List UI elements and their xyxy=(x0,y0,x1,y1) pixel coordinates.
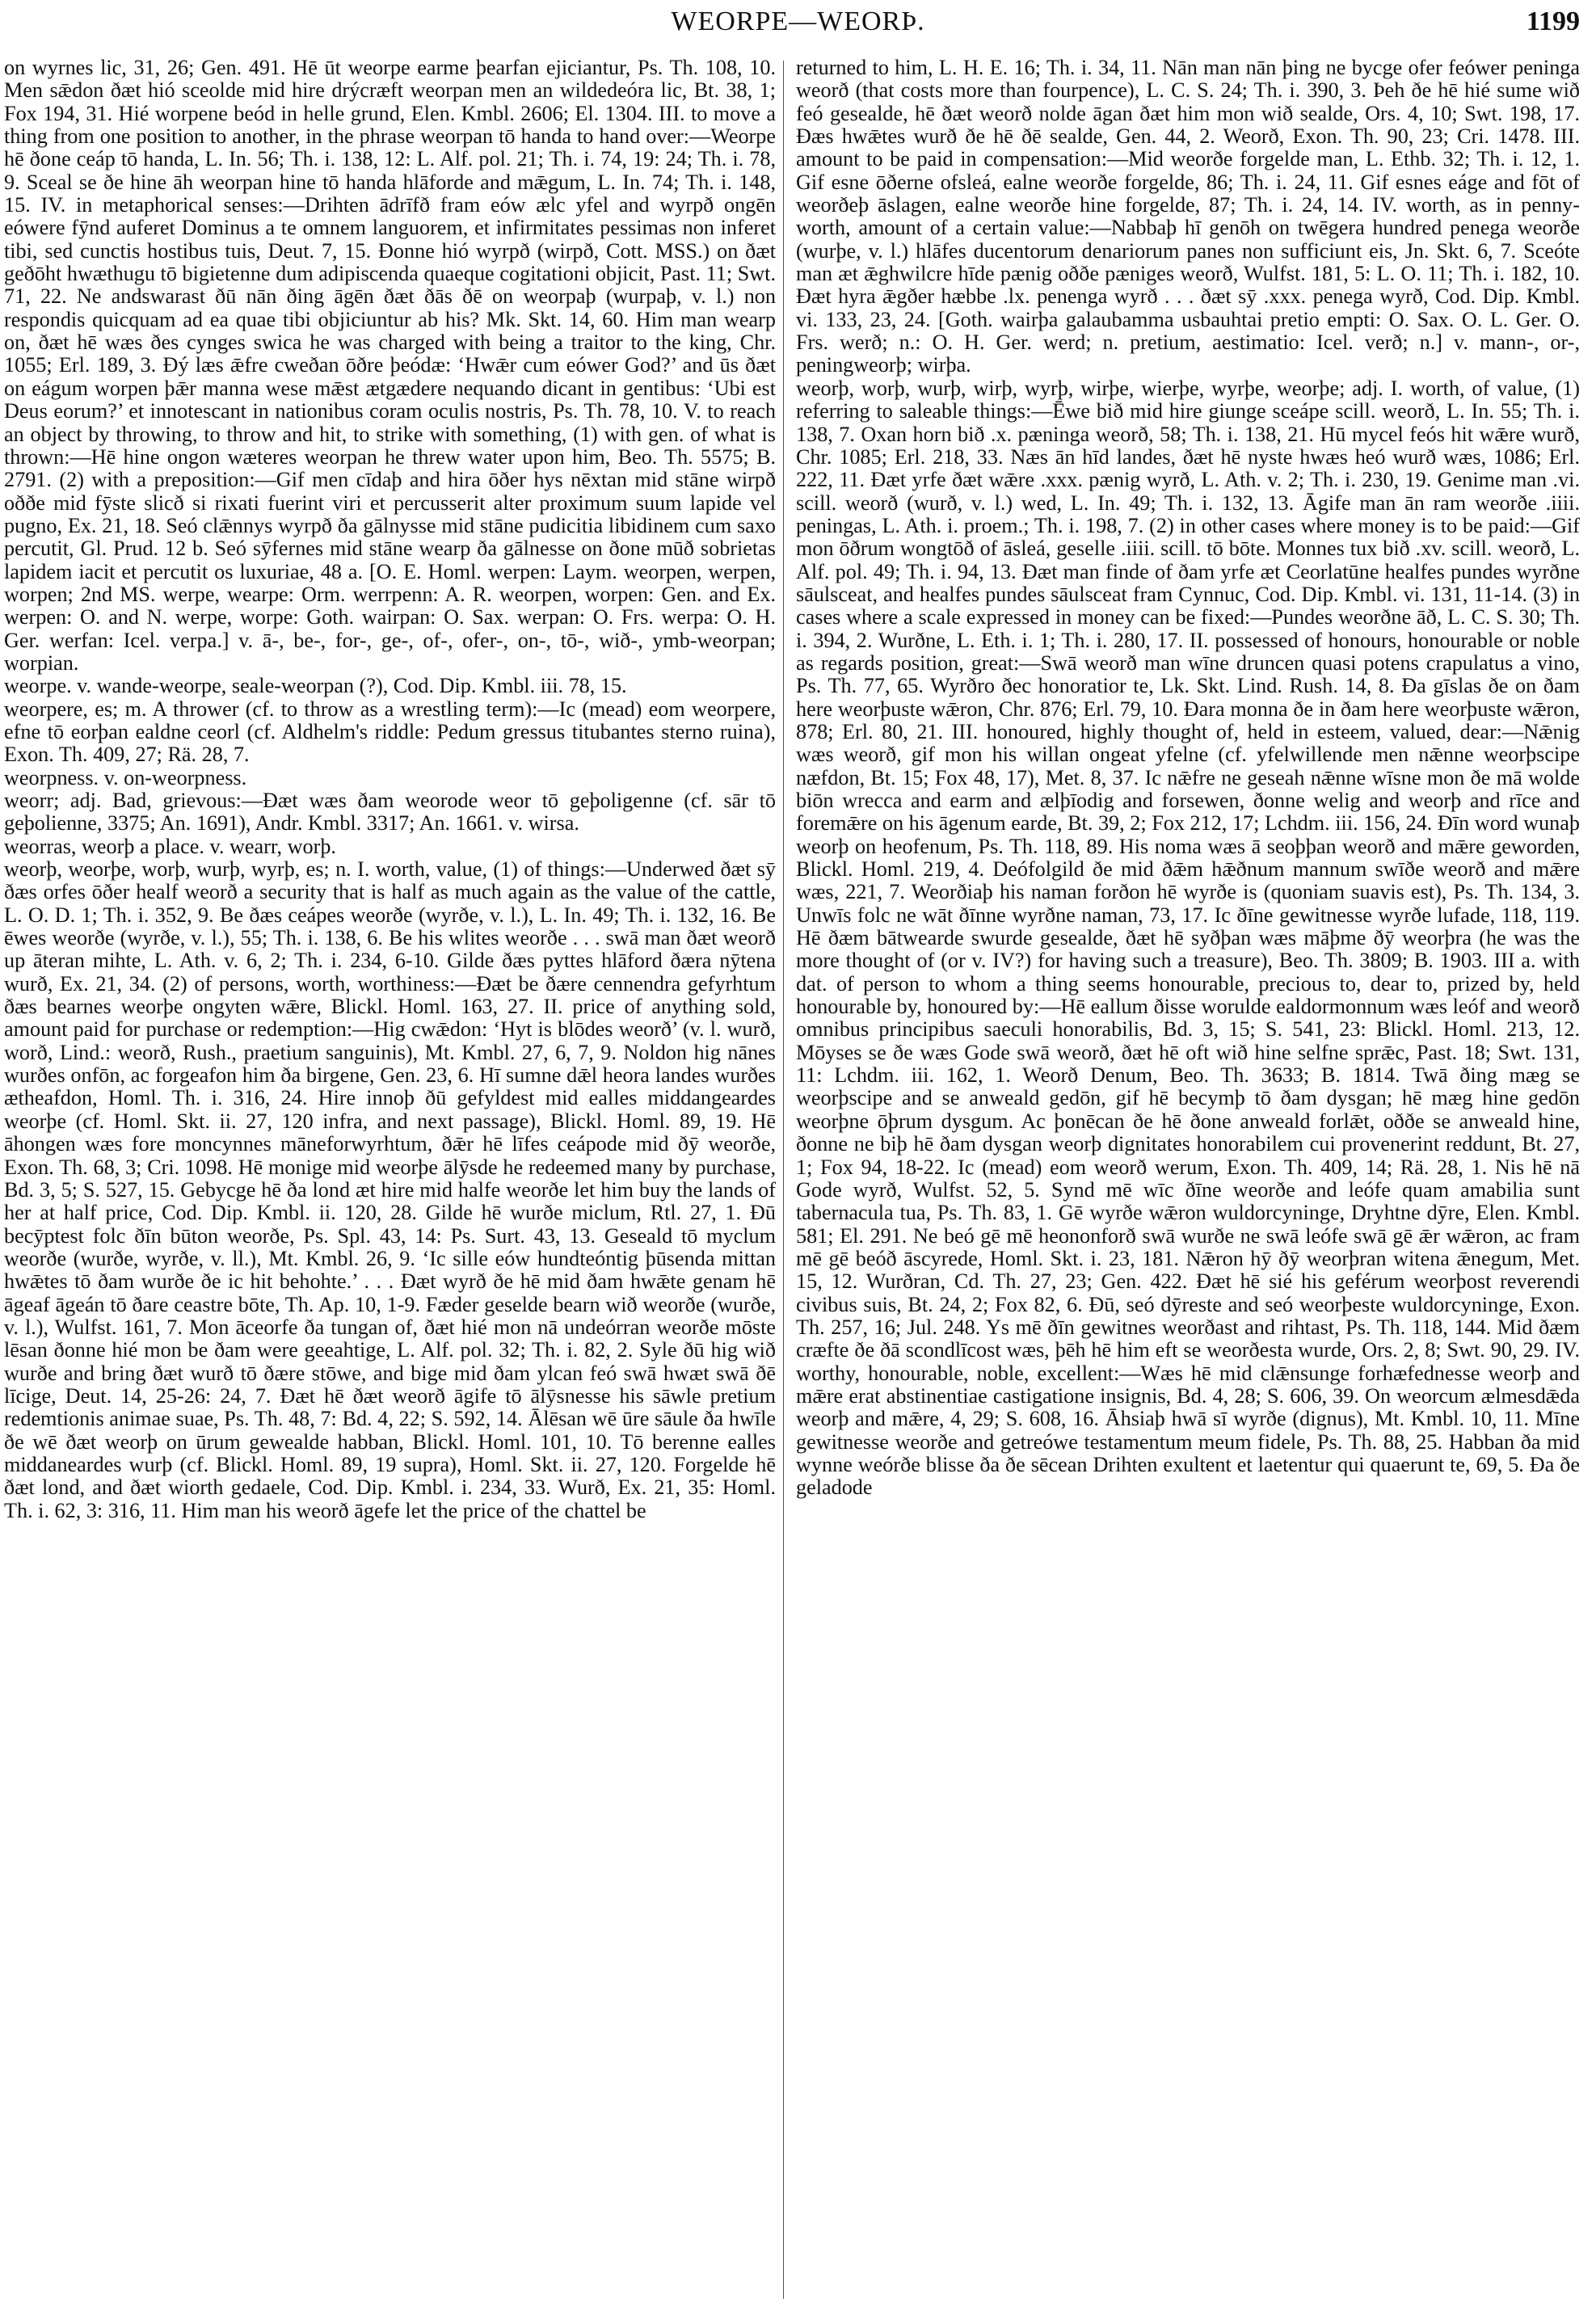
entry-paragraph: weorpe. v. wande-weorpe, seale-weorpan (?), Cod. Dip. Kmbl. iii. 78, 15. xyxy=(4,674,627,698)
page-header xyxy=(0,0,1596,48)
entry-paragraph: on wyrnes lic, 31, 26; Gen. 491. Hē ūt weorpe earme þearfan ejiciantur, Ps. Th. 108, 10. Men sǣdon ðæt hió sceolde mid hire drýcræft weorpan men an wildedeóra lic, Bt. 38, 1; Fox 194, 31. Hié worpene beód in helle grund, Elen. Kmbl. 2606; El. 1304. III. to move a thing from one position to another, in the phrase weorpan tō handa to hand over:—Weorpe hē ðone ceáp tō handa, L. In. 56; Th. i. 138, 12: L. Alf. pol. 21; Th. i. 74, 19: 24; Th. i. 78, 9. Sceal se ðe hine āh weorpan hine tō handa hlāforde and mǣgum, L. In. 74; Th. i. 148, 15. IV. in metaphorical senses:—Drihten ādrīfð fram eów ælc yfel and wyrpð ongēn eówere fȳnd auferet Dominus a te omnem languorem, et infirmitates pessimas non inferet tibi, sed cunctis hostibus tuis, Deut. 7, 15. Ðonne hió wyrpð (wirpð, Cott. MSS.) on ðæt geðōht hwæthugu tō bigietenne dum adipiscenda quaeque cogitationi objicit, Past. 11; Swt. 71, 22. Ne andswarast ðū nān ðing āgēn ðæt ðās ðē on weorpaþ (wurpaþ, v. l.) non respondis quicquam ad ea quae tibi objiciuntur ab his? Mk. Skt. 14, 60. Him man wearp on, ðæt hē wæs ðes cynges swica he was charged with being a traitor to the king, Chr. 1055; Erl. 189, 3. Ðý læs ǣfre cweðan ōðre þeódæ: ‘Hwǣr cum eówer God?’ and ūs ðæt on eágum worpen þǣr manna wese mǣst ætgædere nequando dicant in gentibus: ‘Ubi est Deus eorum?’ et innotescant in nationibus coram oculis nostris, Ps. Th. 78, 10. V. to reach an object by throwing, to throw and hit, to strike with something, (1) with gen. of what is thrown:—Hē hine ongon wæteres weorpan he threw water upon him, Beo. Th. 5575; B. 2791. (2) with a preposition:—Gif men cīdaþ and hira ōðer hys nēxtan mid stāne wirpð oððe mid fȳste slicð si rixati fuerint viri et percusserit alter proximum suum lapide vel pugno, Ex. 21, 18. Seó clǣnnys wyrpð ða gālnysse mid stāne pudicitia libidinem cum saxo percutit, Gl. Prud. 12 b. Seó sȳfernes mid stāne wearp ða gālnesse on ðone mūð sobrietas lapidem iacit et percutit os luxuriae, 48 a. [O. E. Homl. werpen: Laym. weorpen, werpen, worpen; 2nd MS. werpe, wearpe: Orm. werrpenn: A. R. weorpen, worpen: Gen. and Ex. werpen: O. and N. werpe, worpe: Goth. wairpan: O. Sax. werpan: O. Frs. werpa: O. H. Ger. werfan: Icel. verpa.] v. ā-, be-, for-, ge-, of-, ofer-, on-, tō-, wið-, ymb-weorpan; worpian. xyxy=(4,57,776,675)
entry-paragraph: weorþ, weorþe, worþ, wurþ, wyrþ, es; n. I. worth, value, (1) of things:—Underwed ðæt sȳ ðæs orfes ōðer healf weorð a security that is half as much again as the value of the cattle, L. O. D. 1; Th. i. 352, 9. Be ðæs ceápes weorðe (wyrðe, v. l.), L. In. 49; Th. i. 132, 16. Be ēwes weorðe (wyrðe, v. l.), 55; Th. i. 138, 6. Be his wlites weorðe . . . swā man ðæt weorð up āteran mihte, L. Ath. v. 6, 2; Th. i. 234, 6-10. Gilde ðæs pyttes hlāford ðæra nȳtena wurð, Ex. 21, 34. (2) of persons, worth, worthiness:—Ðæt be ðære cennendra gefyrhtum ðæs bearnes weorþe ongyten wǣre, Blickl. Homl. 163, 27. II. price of anything sold, amount paid for purchase or redemption:—Hig cwǣdon: ‘Hyt is blōdes weorð’ (v. l. wurð, worð, Lind.: weorð, Rush., praetium sanguinis), Mt. Kmbl. 27, 6, 7, 9. Noldon hig nānes wurðes onfōn, ac forgeafon him ða birgene, Gen. 23, 6. Hī sumne dǣl heora landes wurðes ætheafdon, Homl. Th. i. 316, 24. Hire innoþ ðū gefyldest mid ealles middangeardes weorþe (cf. Homl. Skt. ii. 27, 120 infra, and next passage), Blickl. Homl. 89, 19. Hē āhongen wæs fore moncynnes māneforwyrhtum, ðǣr hē līfes ceápode mid ðȳ weorðe, Exon. Th. 68, 3; Cri. 1098. Hē monige mid weorþe ālȳsde he redeemed many by purchase, Bd. 3, 5; S. 527, 15. Gebycge hē ða lond æt hire mid halfe weorðe let him buy the lands of her at half price, Cod. Dip. Kmbl. ii. 120, 28. Gilde hē wurðe miclum, Rtl. 27, 1. Ðū becȳptest folc ðīn būton weorðe, Ps. Spl. 43, 14: Ps. Surt. 43, 13. Geseald tō myclum weorðe (wurðe, wyrðe, v. ll.), Mt. Kmbl. 26, 9. ‘Ic sille eów hundteóntig þūsenda mittan hwǣtes tō ðam wurðe ðe ic hit behohte.’ . . . Ðæt wyrð ðe hē mid ðam hwǣte genam hē āgeaf āgeán tō ðare ceastre bōte, Th. Ap. 10, 1-9. Fæder geselde bearn wið weorðe (wurðe, v. l.), Wulfst. 161, 7. Mon āceorfe ða tungan of, ðæt hié mon nā undeórran weorðe mōste lēsan ðonne hié mon be ðam were geeahtige, L. Alf. pol. 32; Th. i. 82, 2. Syle ðū hig wið wurðe and bring ðæt wurð tō ðære stōwe, and bige mid ðam ylcan feó swā hwæt swā ðē līcige, Deut. 14, 25-26: 24, 7. Ðæt hē ðæt weorð āgife tō ālȳsnesse his sāwle pretium redemtionis animae suae, Ps. Th. 48, 7: Bd. 4, 22; S. 592, 14. Ālēsan wē ūre sāule ða hwīle ðe wē ðæt weorþ on ūrum gewealde habban, Blickl. Homl. 101, 10. Tō berenne ealles middaneardes wurþ (cf. Blickl. Homl. 89, 19 supra), Homl. Skt. ii. 27, 120. Forgelde hē ðæt lond, and ðæt wiorth gedaele, Cod. Dip. Kmbl. i. 234, 33. Wurð, Ex. 21, 35: Homl. Th. i. 62, 3: 316, 11. Him man his weorð āgefe let the price of the chattel be xyxy=(4,857,776,1522)
column-divider xyxy=(783,61,784,2299)
page-number: 1199 xyxy=(1526,6,1580,36)
right-column xyxy=(796,57,1580,2299)
running-head: WEORPE—WEORÞ. xyxy=(671,6,925,36)
entry-paragraph: weorr; adj. Bad, grievous:—Ðæt wæs ðam weorode weor tō geþoligenne (cf. sār tō geþolienne, 3375; An. 1691), Andr. Kmbl. 3317; An. 1661. v. wirsa. xyxy=(4,789,776,836)
left-column xyxy=(4,57,776,2299)
entry-paragraph: weorras, weorþ a place. v. wearr, worþ. xyxy=(4,834,336,858)
entry-paragraph: returned to him, L. H. E. 16; Th. i. 34, 11. Nān man nān þing ne bycge ofer feówer peninga weorð (that costs more than fourpence), L. C. S. 24; Th. i. 390, 3. Þeh ðe hē hié sume wið feó gesealde, hē ðæt weorð nolde āgan ðæt him mon wið sealde, Ors. 4, 10; Swt. 198, 17. Ðæs hwǣtes wurð ðe hē ðē sealde, Gen. 44, 2. Weorð, Exon. Th. 90, 23; Cri. 1478. III. amount to be paid in compensation:—Mid weorðe forgelde man, L. Ethb. 32; Th. i. 12, 1. Gif esne ōðerne ofsleá, ealne weorðe forgelde, 86; Th. i. 24, 11. Gif esnes eáge and fōt of weorðeþ āslagen, ealne weorðe hine forgelde, 87; Th. i. 24, 14. IV. worth, as in penny-worth, amount of a certain value:—Nabbaþ hī genōh on twēgera hundred penega weorðe (wurþe, v. l.) hlāfes ducentorum denariorum panes non sufficiunt eis, Jn. Skt. 6, 7. Sceóte man æt ǣghwilcre hīde pænig oððe pæniges weorð, Wulfst. 181, 5: L. O. 11; Th. i. 182, 10. Ðæt hyra ǣgðer hæbbe .lx. penenga wyrð . . . ðæt sȳ .xxx. penega wyrð, Cod. Dip. Kmbl. vi. 133, 23, 24. [Goth. wairþa galaubamma usbauhtai pretio empti: O. Sax. O. L. Ger. O. Frs. werð; n.: O. H. Ger. werd; n. pretium, aestimatio: Icel. verð; n.] v. mann-, or-, peningweorþ; wirþa. xyxy=(796,57,1580,377)
entry-paragraph: weorþ, worþ, wurþ, wirþ, wyrþ, wirþe, wierþe, wyrþe, weorþe; adj. I. worth, of value, (1) referring to saleable things:—Ēwe bið mid hire giunge sceápe scill. weorð, L. In. 55; Th. i. 138, 7. Oxan horn bið .x. pæninga weorð, 58; Th. i. 138, 21. Hū mycel feós hit wǣre wurð, Chr. 1085; Erl. 218, 33. Næs ān hīd landes, ðæt hē nyste hwæs heó wurð wæs, 1086; Erl. 222, 11. Ðæt yrfe ðæt wǣre .xxx. pænig wyrð, L. Ath. v. 2; Th. i. 230, 19. Genime man .vi. scill. weorð (wurð, v. l.) wed, L. In. 49; Th. i. 132, 13. Āgife man ān ram weorðe .iiii. peningas, L. Ath. i. proem.; Th. i. 198, 7. (2) in other cases where money is to be paid:—Gif mon ōðrum wongtōð of āsleá, geselle .iiii. scill. tō bōte. Monnes tux bið .xv. scill. weorð, L. Alf. pol. 49; Th. i. 94, 13. Ðæt man finde of ðam yrfe æt Ceorlatūne healfes pundes wyrðne sāulsceat, and healfes pundes sāulsceat fram Cynnuc, Cod. Dip. Kmbl. vi. 131, 11-14. (3) in cases where a scale expressed in money can be fixed:—Pundes weorðne āð, L. C. S. 30; Th. i. 394, 2. Wurðne, L. Eth. i. 1; Th. i. 280, 17. II. possessed of honours, honourable or noble as regards position, great:—Swā weorð man wīne druncen quasi potens crapulatus a vino, Ps. Th. 77, 65. Wyrðro ðec honoratior te, Lk. Skt. Lind. Rush. 14, 8. Ða gīslas ðe on ðam here weorþuste wǣron, Chr. 876; Erl. 79, 10. Ðara monna ðe in ðam here weorþuste wǣron, 878; Erl. 80, 21. III. honoured, highly thought of, held in esteem, valued, dear:—Nǣnig wæs weorð, gif mon his willan ongeat yfelne (cf. yfelwillende men nǣnne weorþscipe næfdon, Bt. 15; Fox 48, 17), Met. 8, 37. Ic nǣfre ne geseah nǣnne wīsne mon ðe mā wolde biōn wrecca and earm and ælþīodig and forsewen, ðonne welig and weorþ and rīce and foremǣre on his āgenum earde, Bt. 39, 2; Fox 212, 17; Lchdm. iii. 156, 24. Ðīn word wunaþ weorþ on heofenum, Ps. Th. 118, 89. His noma wæs ā seoþþan weorð and mǣre geworden, Blickl. Homl. 219, 4. Deófolgild ðe mid ðǣm hǣðnum mannum swīðe weorð and mǣre wæs, 221, 7. Weorðiaþ his naman forðon hē wyrðe is (quoniam suavis est), Ps. Th. 134, 3. Unwīs folc ne wāt ðīnne wyrðne naman, 73, 17. Ic ðīne gewitnesse wyrðe lufade, 118, 119. Hē ðæm bātwearde swurde gesealde, ðæt hē syðþan wæs māþme ðȳ weorþra (he was the more thought of (or v. IV?) for having such a treasure), Beo. Th. 3809; B. 1903. III a. with dat. of person to whom a thing seems honourable, precious to, dear to, prized by, held honourable by, honoured by:—Hē eallum ðisse worulde ealdormonnum wæs leóf and weorð omnibus principibus saeculi honorabilis, Bd. 3, 15; S. 541, 23: Blickl. Homl. 213, 12. Mōyses se ðe wæs Gode swā weorð, ðæt hē oft wið hine selfne sprǣc, Past. 18; Swt. 131, 11: Lchdm. iii. 162, 1. Weorð Denum, Beo. Th. 3633; B. 1814. Twā ðing mæg se weorþscipe and se anweald gedōn, gif hē becymþ tō ðam dysgan; hē mæg hine gedōn weorþne ōþrum dysgum. Ac þonēcan ðe hē ðone anweald forlǣt, oððe se anweald hine, ðonne ne biþ hē ðam dysgan weorþ dignitates honorabilem cui provenerint reddunt, Bt. 27, 1; Fox 94, 18-22. Ic (mead) eom weorð werum, Exon. Th. 409, 14; Rä. 28, 1. Nis hē nā Gode wyrð, Wulfst. 52, 5. Synd mē wīc ðīne weorðe and leófe quam amabilia sunt tabernacula tua, Ps. Th. 83, 1. Gē wyrðe wǣron wuldorcyninge, Dryhtne dȳre, Elen. Kmbl. 581; El. 291. Ne beó gē mē heononforð swā wurðe ne swā leófe swā gē ǣr wǣron, ac fram mē gē beóð āscyrede, Homl. Skt. i. 23, 181. Nǣron hȳ ðȳ weorþran witena ǣnegum, Met. 15, 12. Wurðran, Cd. Th. 27, 23; Gen. 422. Ðæt hē sié his geférum weorþost reverendi civibus suis, Bt. 24, 2; Fox 82, 6. Ðū, seó dȳreste and seó weorþeste wuldorcyninge, Exon. Th. 257, 16; Jul. 248. Ys mē ðīn gewitnes weorðast and rihtast, Ps. Th. 118, 144. Mid ðæm cræfte ðe ðā scondlīcost wæs, þēh hē him eft se weorðesta wurde, Ors. 2, 8; Swt. 90, 29. IV. worthy, honourable, noble, excellent:—Wæs hē mid clǣnsunge forhæfednesse weorþ and mǣre erat abstinentiae castigatione insignis, Bd. 4, 28; S. 606, 39. On weorcum ælmesdǣda weorþ and mǣre, 4, 29; S. 608, 16. Āhsiaþ hwā sī wyrðe (dignus), Mt. Kmbl. 10, 11. Mīne gewitnesse weorðe and getreówe testamentum meum fidele, Ps. Th. 88, 25. Habban ða mid wynne weórðe blisse ða ðe sēcean Drihten exultent et laetentur qui quaerunt te, 69, 5. Ða ðe geladode xyxy=(796,376,1580,1500)
entry-paragraph: weorpness. v. on-weorpness. xyxy=(4,765,247,789)
entry-paragraph: weorpere, es; m. A thrower (cf. to throw as a wrestling term):—Ic (mead) eom weorpere, efne tō eorþan ealdne ceorl (cf. Aldhelm's riddle: Pedum gressus titubantes sterno ruina), Exon. Th. 409, 27; Rä. 28, 7. xyxy=(4,697,776,767)
